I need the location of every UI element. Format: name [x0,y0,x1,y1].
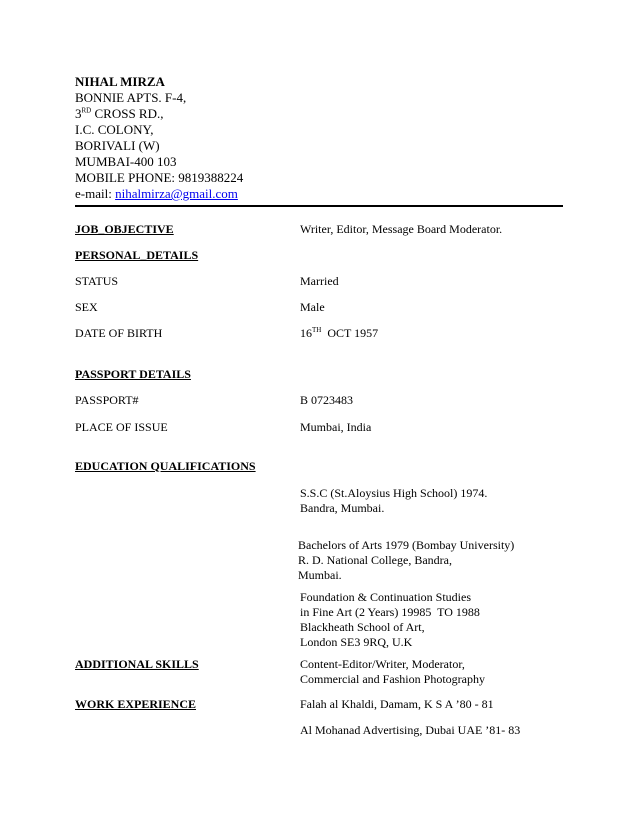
education-line: Bachelors of Arts 1979 (Bombay University) [298,538,515,552]
work-item: Al Mohanad Advertising, Dubai UAE ’81- 83 [300,723,521,737]
status-label: STATUS [75,274,119,288]
place-of-issue-value: Mumbai, India [300,420,372,434]
work-experience-heading: WORK EXPERIENCE [75,697,197,711]
sex-value: Male [300,300,325,314]
skills-line: Commercial and Fashion Photography [300,672,485,686]
education-heading: EDUCATION QUALIFICATIONS [75,459,256,473]
header-divider [75,205,563,207]
sex-label: SEX [75,300,98,314]
education-line: Blackheath School of Art, [300,620,425,634]
skills-line: Content-Editor/Writer, Moderator, [300,657,465,671]
passport-number-label: PASSPORT# [75,393,139,407]
job-objective-heading: JOB_OBJECTIVE [75,222,174,236]
education-line: R. D. National College, Bandra, [298,553,452,567]
education-entry [300,486,487,516]
email-line: e-mail: nihalmirza@gmail.com [75,186,238,201]
personal-details-heading: PERSONAL_DETAILS [75,248,199,262]
address-line-2: 3RD CROSS RD., [75,106,164,121]
education-line: London SE3 9RQ, U.K [300,635,413,649]
place-of-issue-label: PLACE OF ISSUE [75,420,168,434]
education-line: Mumbai. [298,568,342,582]
work-item: Falah al Khaldi, Damam, K S A ’80 - 81 [300,697,494,711]
address-line-4: BORIVALI (W) [75,138,160,153]
education-line: Foundation & Continuation Studies [300,590,472,604]
passport-details-heading: PASSPORT DETAILS [75,367,191,381]
address-line-3: I.C. COLONY, [75,122,154,137]
job-objective-value: Writer, Editor, Message Board Moderator. [300,222,503,236]
education-line: in Fine Art (2 Years) 19985 TO 1988 [300,605,480,619]
education-entry [298,538,514,583]
additional-skills-heading: ADDITIONAL SKILLS [75,657,199,671]
education-line: Bandra, Mumbai. [300,501,385,515]
address-line-5: MUMBAI-400 103 [75,154,177,169]
address-line-1: BONNIE APTS. F-4, [75,90,187,105]
passport-number-value: B 0723483 [300,393,354,407]
dob-value: 16TH OCT 1957 [300,326,379,340]
education-entry [300,590,480,650]
applicant-name: NIHAL MIRZA [75,74,165,89]
education-line: S.S.C (St.Aloysius High School) 1974. [300,486,488,500]
dob-label: DATE OF BIRTH [75,326,163,340]
status-value: Married [300,274,339,288]
mobile-phone: MOBILE PHONE: 9819388224 [75,170,244,185]
skills-list [300,657,485,687]
email-link[interactable]: nihalmirza@gmail.com [115,186,238,201]
